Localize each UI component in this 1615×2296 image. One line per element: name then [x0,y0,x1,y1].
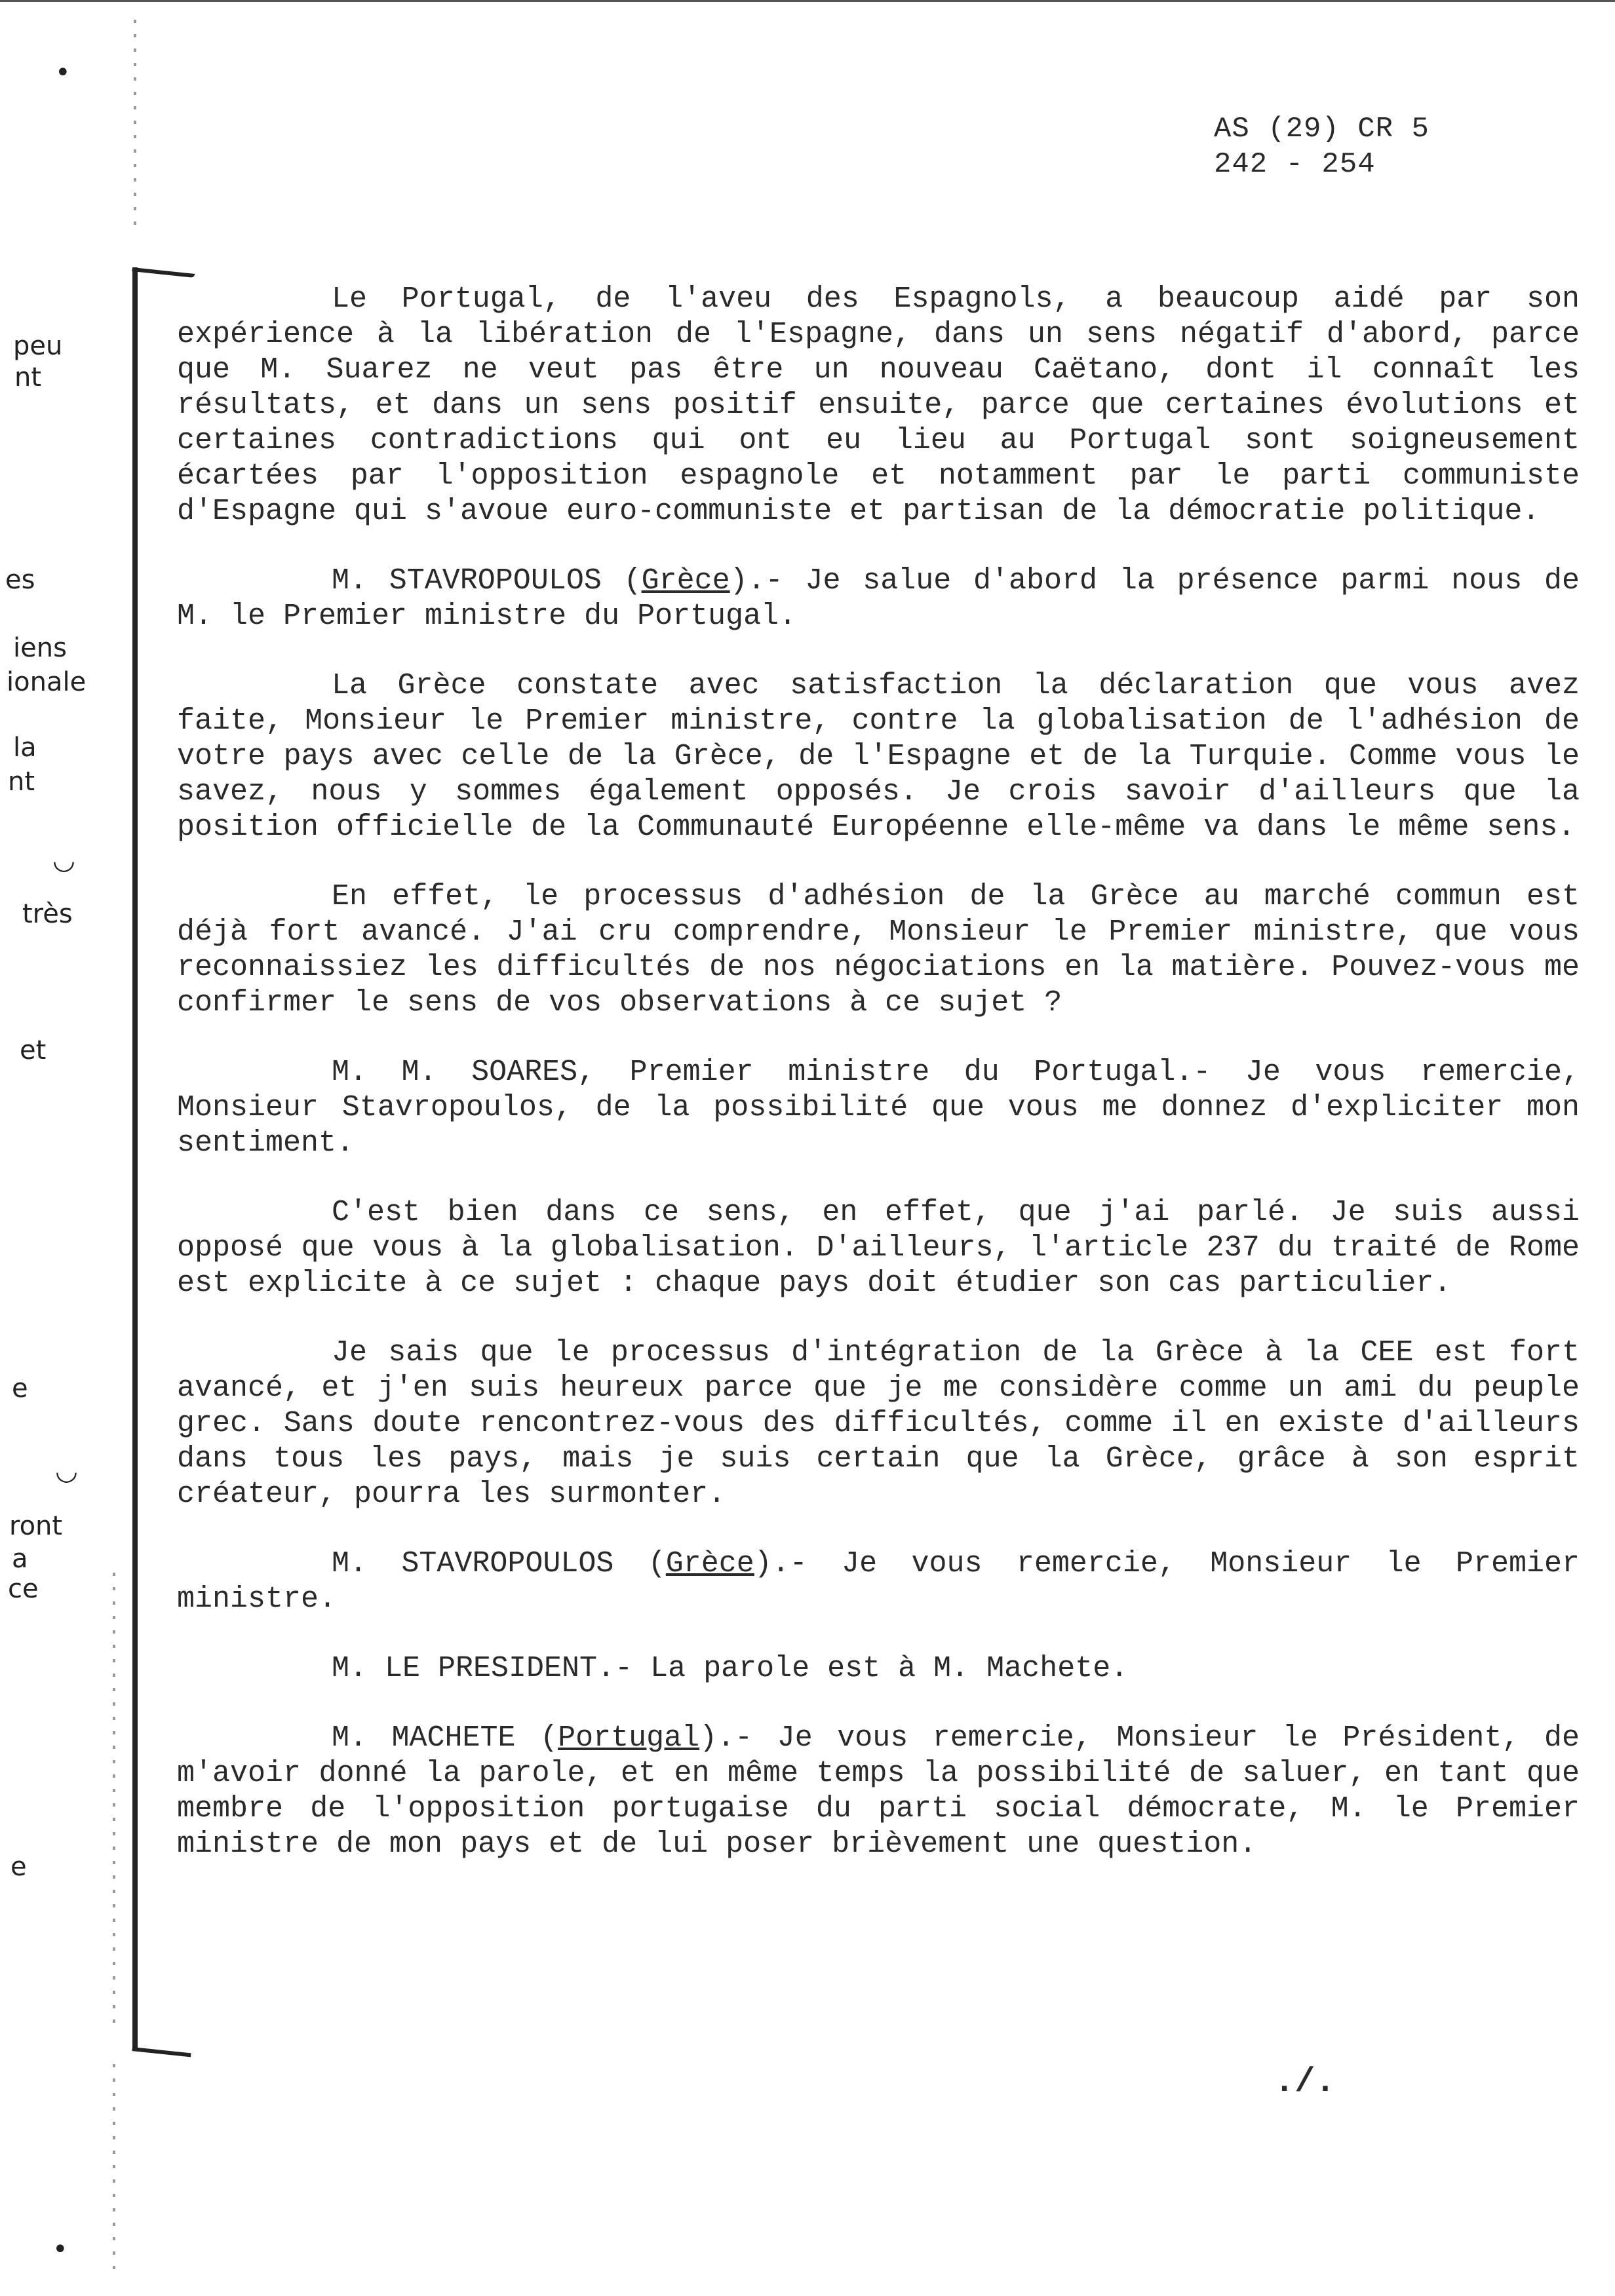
margin-word: iens [13,633,67,663]
margin-word: a [12,1544,28,1574]
paragraph: M. LE PRESIDENT.- La parole est à M. Machete. [332,1652,1129,1685]
speaker-name: M. M. SOARES, Premier ministre du Portugal.- [332,1056,1245,1089]
speaker-country: Grèce [665,1547,754,1580]
margin-word: nt [8,767,35,797]
margin-word: ront [9,1511,63,1541]
paragraph: Le Portugal, de l'aveu des Espagnols, a beaucoup aidé par son expérience à la libération de l'Espagne, dans un sens négatif d'abord, parce que M. Suarez ne veut pas être un nouveau Caëtano, dont il connaît les résultats, et dans un sens positif ensuite, parce que certaines évolutions et certaines contradictions qui ont eu lieu au Portugal sont soigneusement écartées par l'opposition espagnole et notamment par le parti communiste d'Espagne qui s'avoue euro-communiste et partisan de la démocratie politique. [177,282,1580,528]
paragraph: M. MACHETE (Portugal).- Je vous remercie, Monsieur le Président, de m'avoir donné la parole, et en même temps la possibilité de saluer, en tant que membre de l'opposition portugaise du parti social démocrate, M. le Premier ministre de mon pays et de lui poser brièvement une question. [177,1721,1580,1861]
paragraph: Je sais que le processus d'intégration de la Grèce à la CEE est fort avancé, et j'en suis heureux parce que je me considère comme un ami du peuple grec. Sans doute rencontrez-vous des difficultés, comme il en existe d'ailleurs dans tous les pays, mais je suis certain que la Grèce, grâce à son esprit créateur, pourra les surmonter. [177,1336,1580,1511]
continuation-mark: ./. [1274,2063,1336,2101]
margin-word: très [22,899,73,929]
speaker-country: Portugal [558,1721,700,1755]
dotted-margin-line [113,2064,115,2280]
paragraph: M. STAVROPOULOS (Grèce).- Je vous remercie, Monsieur le Premier ministre. [177,1547,1580,1616]
speaker-name: M. LE PRESIDENT.- [332,1652,651,1685]
margin-word: ionale [7,667,87,697]
margin-word: peu [13,331,63,361]
margin-bracket-bottom [132,2047,191,2057]
dotted-margin-line [134,20,136,236]
speaker-name: M. MACHETE ( [332,1721,558,1755]
speaker-country: Grèce [641,564,730,598]
speaker-name: M. STAVROPOULOS ( [332,1547,666,1580]
margin-dot-mark: • [52,2234,68,2265]
paragraph: En effet, le processus d'adhésion de la Grèce au marché commun est déjà fort avancé. J'ai cru comprendre, Monsieur le Premier ministre, que vous reconnaissiez les difficultés de nos négociations en la matière. Pouvez-vous me confirmer le sens de vos observations à ce sujet ? [177,880,1580,1020]
margin-bracket [132,267,138,2051]
dotted-margin-line [113,1573,115,2031]
margin-word: nt [14,362,42,392]
document-reference [1214,111,1430,182]
margin-word: e [12,1373,28,1404]
margin-word: et [20,1035,47,1065]
speaker-name: M. STAVROPOULOS ( [332,564,642,598]
margin-arc-mark: ◡ [52,845,75,875]
margin-word: es [5,565,35,595]
transcript-body [177,282,1580,1896]
margin-arc-mark: ◡ [55,1456,78,1486]
left-margin-fragments [0,0,125,2296]
top-border-line [0,0,1615,2]
paragraph: La Grèce constate avec satisfaction la déclaration que vous avez faite, Monsieur le Premier ministre, contre la globalisation de l'adhésion de votre pays avec celle de la Grèce, de l'Espagne et de la Turquie. Comme vous le savez, nous y sommes également opposés. Je crois savoir d'ailleurs que la position officielle de la Communauté Européenne elle-même va dans le même sens. [177,669,1580,844]
paragraph: C'est bien dans ce sens, en effet, que j'ai parlé. Je suis aussi opposé que vous à la globalisation. D'ailleurs, l'article 237 du traité de Rome est explicite à ce sujet : chaque pays doit étudier son cas particulier. [177,1196,1580,1300]
margin-dot-mark: • [55,58,71,88]
paragraph: M. STAVROPOULOS (Grèce).- Je salue d'abord la présence parmi nous de M. le Premier ministre du Portugal. [177,564,1580,633]
paragraph: M. M. SOARES, Premier ministre du Portugal.- Je vous remercie, Monsieur Stavropoulos, de la possibilité que vous me donnez d'expliciter mon sentiment. [177,1056,1580,1160]
margin-word: ce [8,1574,39,1604]
margin-word: e [10,1852,27,1882]
margin-bracket-top [132,267,195,278]
reference-code: AS (29) CR 5 [1214,113,1430,145]
page-range: 242 - 254 [1214,148,1376,181]
margin-word: la [13,733,37,763]
